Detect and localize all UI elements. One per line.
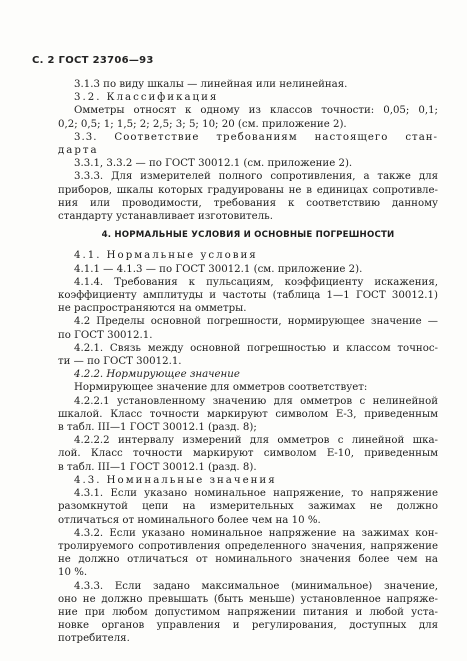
paragraph-4-2-line2: по ГОСТ 30012.1. xyxy=(58,329,153,341)
paragraph-4-2-2-2-line2: лой. Класс точности маркируют символом Е-10, приведенным xyxy=(58,448,438,460)
paragraph-4-3-1-line3: отличаться от номинального более чем на 10 %. xyxy=(58,514,321,526)
paragraph-4-2-2-intro: Нормирующее значение для омметров соответствует: xyxy=(74,382,368,394)
paragraph-3-3-3-line4: стандарту устанавливает изготовитель. xyxy=(58,211,273,223)
paragraph-3-2-line1: Омметры относят к одному из классов точности: 0,05; 0,1; xyxy=(74,105,438,117)
paragraph-4-3-3-line3: ние при любом допустимом напряжении питания и любой уста- xyxy=(58,606,438,618)
paragraph-3-2-line2: 0,2; 0,5; 1; 1,5; 2; 2,5; 3; 5; 10; 20 (см. приложение 2). xyxy=(58,118,347,130)
paragraph-4-3-2-line4: 10 %. xyxy=(58,567,88,579)
paragraph-4-1-4-line2: коэффициенту амплитуды и частоты (таблица 1—1 ГОСТ 30012.1) xyxy=(58,290,438,302)
paragraph-4-3-2-line3: не должно отличаться от номинального значения более чем на xyxy=(58,554,438,566)
heading-3-3-line2: дарта xyxy=(58,145,99,157)
paragraph-4-3-3-line4: новке органов управления и регулирования, доступных для xyxy=(58,620,438,632)
paragraph-4-2-2-1-line2: шкалой. Класс точности маркируют символом Е-3, приведенным xyxy=(58,408,438,420)
paragraph-4-2-1-line2: ти — по ГОСТ 30012.1. xyxy=(58,356,182,368)
paragraph-4-3-1-line2: разомкнутой цепи на измерительных зажимах не должно xyxy=(58,501,438,513)
paragraph-3-1-3: 3.1.3 по виду шкалы — линейная или нелинейная. xyxy=(74,79,348,90)
paragraph-4-1-4-line3: не распространяются на омметры. xyxy=(58,303,247,315)
paragraph-4-2-2-2-line3: в табл. III—1 ГОСТ 30012.1 (разд. 8). xyxy=(58,461,257,473)
paragraph-4-3-3-line5: потребителя. xyxy=(58,633,130,645)
page-header: С. 2 ГОСТ 23706—93 xyxy=(32,55,154,66)
paragraph-4-3-1-line1: 4.3.1. Если указано номинальное напряжение, то напряжение xyxy=(74,488,438,500)
paragraph-4-2-2-1-line1: 4.2.2.1 установленному значению для омметров с нелинейной xyxy=(74,395,438,407)
heading-4-1: 4.1. Нормальные условия xyxy=(74,250,258,262)
paragraph-3-3-3-line1: 3.3.3. Для измерителей полного сопротивления, а также для xyxy=(74,171,438,183)
paragraph-3-3-3-line2: приборов, шкалы которых градуированы не в единицах сопротивле- xyxy=(58,184,438,196)
heading-3-3-line1: 3.3. Соответствие требованиям настоящего стан- xyxy=(74,131,438,143)
paragraph-4-3-2-line2: тролируемого сопротивления определенного значения, напряжение xyxy=(58,540,438,552)
paragraph-4-1-1: 4.1.1 — 4.1.3 — по ГОСТ 30012.1 (см. приложение 2). xyxy=(74,263,363,275)
paragraph-4-2-2-1-line3: в табл. III—1 ГОСТ 30012.1 (разд. 8); xyxy=(58,422,257,434)
heading-4-3: 4.3. Номинальные значения xyxy=(74,474,277,486)
paragraph-4-2-2-2-line1: 4.2.2.2 интервалу измерений для омметров с линейной шка- xyxy=(74,435,438,447)
paragraph-4-3-2-line1: 4.3.2. Если указано номинальное напряжение на зажимах кон- xyxy=(74,527,438,539)
paragraph-4-3-3-line1: 4.3.3. Если задано максимальное (минимальное) значение, xyxy=(74,580,438,592)
paragraph-4-1-4-line1: 4.1.4. Требования к пульсациям, коэффициенту искажения, xyxy=(74,276,438,288)
paragraph-3-3-1: 3.3.1, 3.3.2 — по ГОСТ 30012.1 (см. приложение 2). xyxy=(74,158,353,170)
paragraph-4-2-line1: 4.2 Пределы основной погрешности, нормирующее значение — xyxy=(74,316,438,328)
paragraph-4-3-3-line2: оно не должно превышать (быть меньше) установленное напряже- xyxy=(58,593,438,605)
heading-3-2: 3.2. Классификация xyxy=(74,92,219,104)
section-4-title: 4. НОРМАЛЬНЫЕ УСЛОВИЯ И ОСНОВНЫЕ ПОГРЕШНОСТИ xyxy=(101,230,395,241)
heading-4-2-2: 4.2.2. Нормирующее значение xyxy=(74,369,240,381)
paragraph-3-3-3-line3: ния или проводимости, требования к соответствию данному xyxy=(58,197,438,209)
page-body xyxy=(58,78,438,646)
paragraph-4-2-1-line1: 4.2.1. Связь между основной погрешностью и классом точнос- xyxy=(74,342,438,354)
